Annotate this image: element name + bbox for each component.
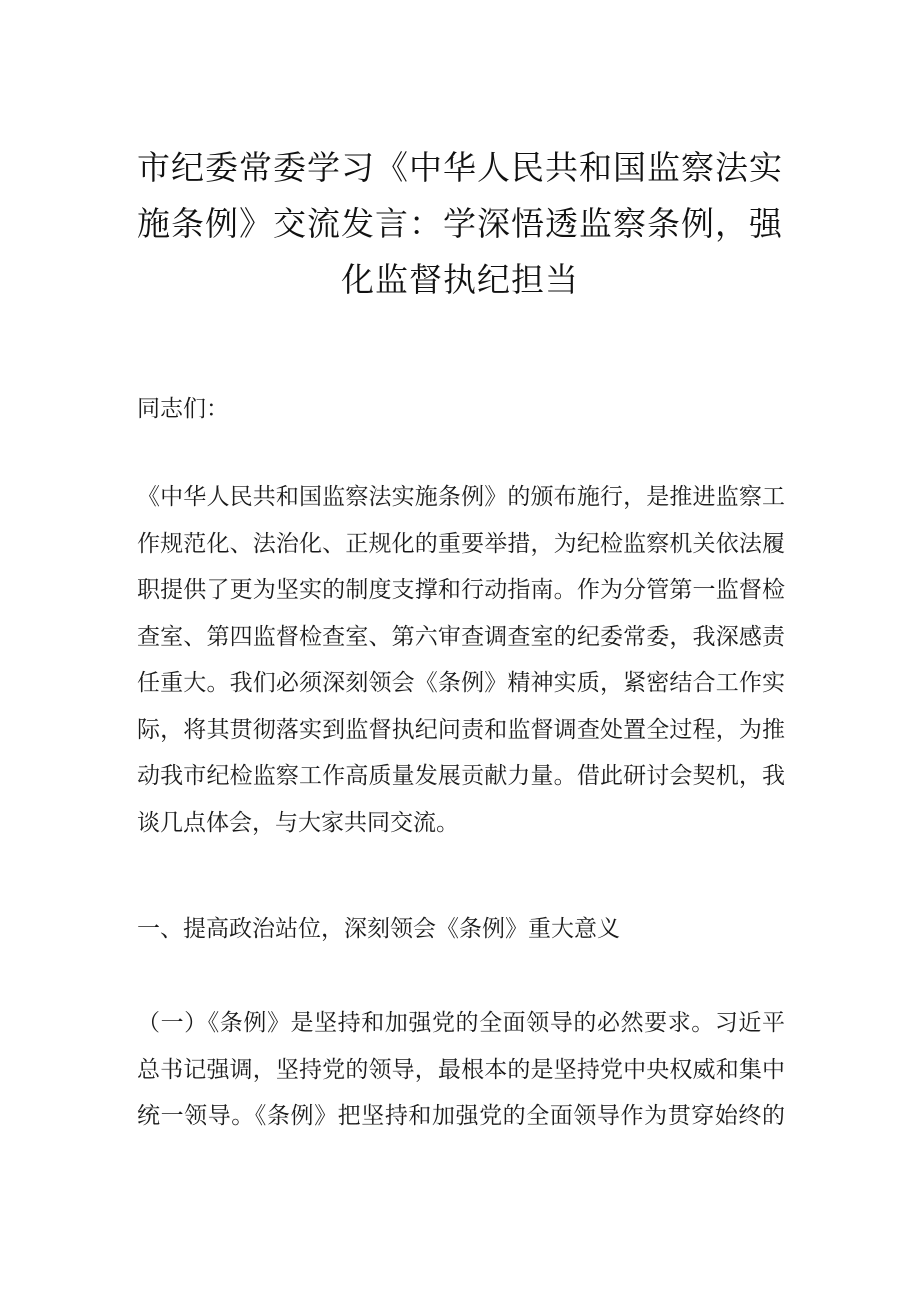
paragraph-line: 任重大。我们必须深刻领会《条例》精神实质，紧密结合工作实 <box>137 670 785 696</box>
paragraph-section1-item1 <box>137 1000 785 1140</box>
paragraph-line: 谈几点体会，与大家共同交流。 <box>137 809 459 836</box>
document-title <box>120 140 800 308</box>
paragraph-line: 查室、第四监督检查室、第六审查调查室的纪委常委，我深感责 <box>137 623 785 650</box>
paragraph-line: 《中华人民共和国监察法实施条例》的颁布施行，是推进监察工 <box>137 484 785 510</box>
title-line: 施条例》交流发言：学深悟透监察条例，强 <box>137 204 783 243</box>
salutation: 同志们： <box>137 396 229 422</box>
paragraph-line: 动我市纪检监察工作高质量发展贡献力量。借此研讨会契机，我 <box>137 763 785 789</box>
paragraph-line: 职提供了更为坚实的制度支撑和行动指南。作为分管第一监督检 <box>137 577 785 603</box>
paragraph-line: （一）《条例》是坚持和加强党的全面领导的必然要求。习近平 <box>137 1010 785 1036</box>
paragraph-line: 总书记强调，坚持党的领导，最根本的是坚持党中央权威和集中 <box>137 1056 785 1083</box>
title-line: 化监督执纪担当 <box>341 260 579 299</box>
title-line: 市纪委常委学习《中华人民共和国监察法实 <box>137 148 783 187</box>
section-heading: 一、提高政治站位，深刻领会《条例》重大意义 <box>137 916 620 942</box>
paragraph-intro <box>137 474 785 846</box>
paragraph-line: 际，将其贯彻落实到监督执纪问责和监督调查处置全过程，为推 <box>137 716 785 743</box>
paragraph-line: 统一领导。《条例》把坚持和加强党的全面领导作为贯穿始终的 <box>137 1103 785 1129</box>
paragraph-line: 作规范化、法治化、正规化的重要举措，为纪检监察机关依法履 <box>137 530 785 557</box>
